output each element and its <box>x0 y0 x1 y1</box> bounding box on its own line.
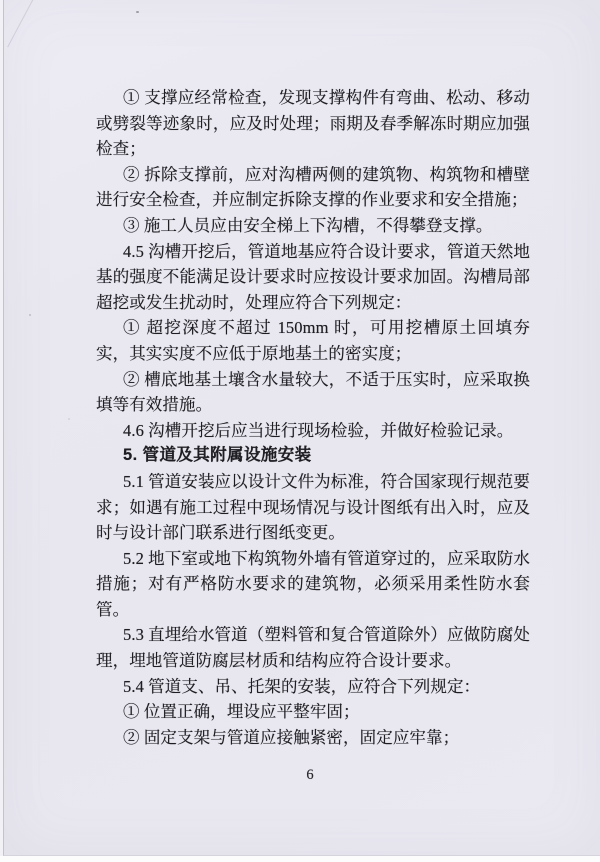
paragraph-item-2b: ② 槽底地基土壤含水量较大，不适于压实时，应采取换填等有效措施。 <box>96 369 530 415</box>
paragraph-clause-5-1: 5.1 管道安装应以设计文件为标准，符合国家现行规范要求；如遇有施工过程中现场情况与设计图纸有出入时，应及时与设计部门联系进行图纸变更。 <box>96 471 530 543</box>
paper-crease <box>7 0 43 47</box>
paragraph-item-2c: ② 固定支架与管道应接触紧密，固定应牢靠； <box>123 727 460 747</box>
dust-speck <box>29 314 31 316</box>
dust-speck <box>68 418 70 420</box>
section-heading-5: 5. 管道及其附属设施安装 <box>123 446 312 465</box>
document-body <box>96 85 530 750</box>
paragraph-clause-4-6: 4.6 沟槽开挖后应当进行现场检验，并做好检验记录。 <box>123 420 514 440</box>
paragraph-item-1: ① 支撑应经常检查，发现支撑构件有弯曲、松动、移动或劈裂等迹象时，应及时处理；雨期及春季解冻时期应加强检查； <box>96 88 530 159</box>
paragraph-item-2: ② 拆除支撑前，应对沟槽两侧的建筑物、构筑物和槽壁进行安全检查，并应制定拆除支撑的作业要求和安全措施； <box>96 164 530 210</box>
paper-sheet <box>3 0 600 856</box>
paragraph-item-3: ③ 施工人员应由安全梯上下沟槽，不得攀登支撑。 <box>123 215 493 235</box>
paragraph-clause-4-5: 4.5 沟槽开挖后，管道地基应符合设计要求，管道天然地基的强度不能满足设计要求时应按设计要求加固。沟槽局部超挖或发生扰动时，处理应符合下列规定： <box>96 241 530 312</box>
dust-speck <box>136 11 139 13</box>
paragraph-clause-5-4: 5.4 管道支、吊、托架的安装，应符合下列规定： <box>123 676 481 696</box>
paragraph-item-1c: ① 位置正确，埋设应平整牢固； <box>123 702 360 722</box>
page-number: 6 <box>306 767 314 783</box>
paragraph-item-1b: ① 超挖深度不超过 150mm 时，可用挖槽原土回填夯实，其实实度不应低于原地基土的密实度； <box>96 318 530 363</box>
paragraph-clause-5-2: 5.2 地下室或地下构筑物外墙有管道穿过的，应采取防水措施；对有严格防水要求的建筑物，必须采用柔性防水套管。 <box>96 548 530 619</box>
paragraph-clause-5-3: 5.3 直埋给水管道（塑料管和复合管道除外）应做防腐处理，埋地管道防腐层材质和结构应符合设计要求。 <box>96 625 530 671</box>
